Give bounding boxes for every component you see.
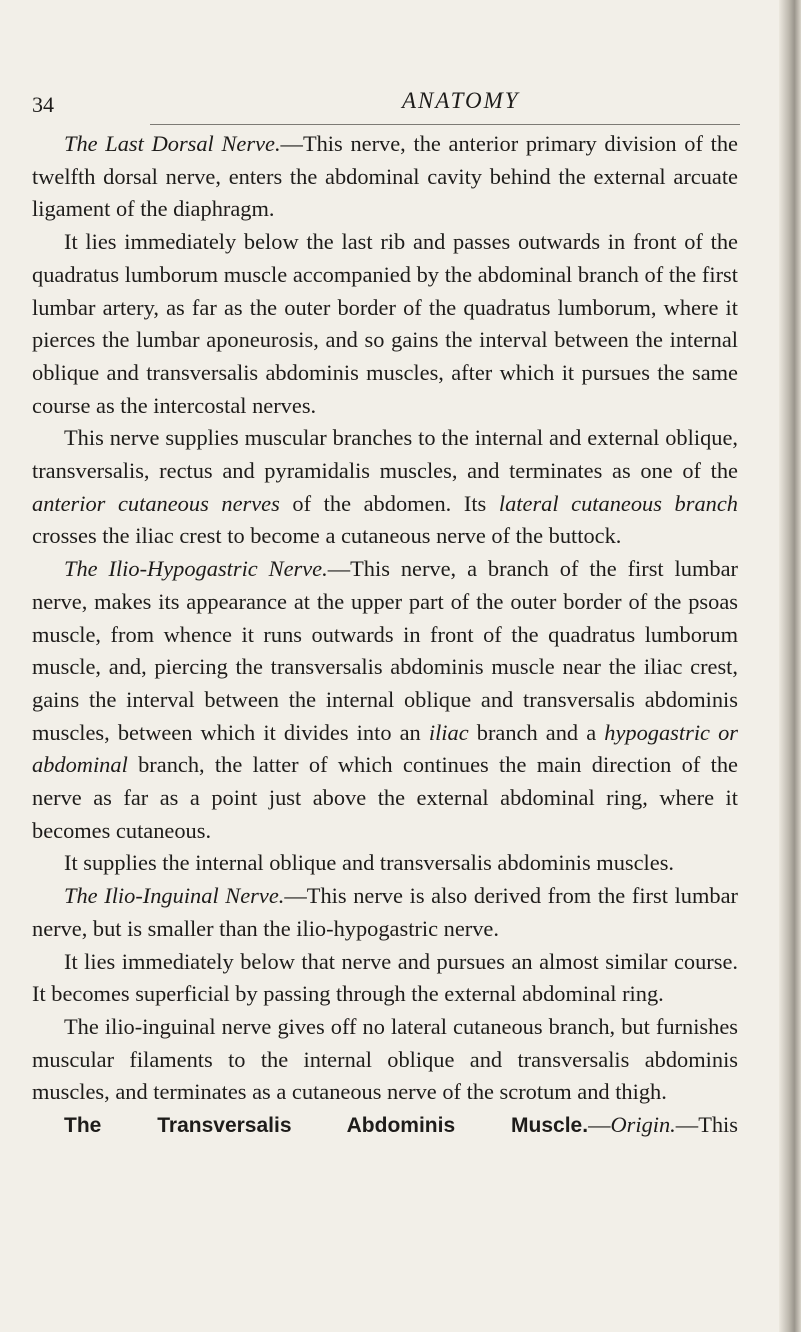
section-title: The Last Dorsal Nerve. [64,131,281,156]
section-title: The Ilio-Inguinal Nerve. [64,883,285,909]
paragraph: It lies immediately below the last rib and passes outwards in front of the quadratus lumborum muscle accompanied by the abdominal branch of the first lumbar artery, as far as the outer border of the quadratus lumborum, where it pierces the lumbar aponeurosis, and so gains the interval between the internal oblique and transversalis abdominis muscles, after which it pursues the same course as the intercostal nerves. [32,229,738,418]
paragraph: It supplies the internal oblique and transversalis abdominis muscles. [64,850,675,876]
section-heading: The Transversalis Abdominis Muscle. [64,1114,589,1138]
subheading: Origin. [610,1112,676,1138]
body-text [32,128,738,1143]
page-number: 34 [32,92,54,117]
section-title: The Ilio-Hypogastric Nerve. [64,556,328,582]
paragraph: It lies immediately below that nerve and pursues an almost similar course. It becomes superficial by passing through the external abdominal ring. [32,948,738,1007]
paragraph: The ilio-inguinal nerve gives off no lateral cutaneous branch, but furnishes muscular filaments to the internal oblique and transversalis abdominis muscles, and terminates as a cutaneous nerve of the scrotum and thigh. [32,1013,738,1105]
page-header [32,84,762,124]
paragraph-transversalis-abdominis: The Transversalis Abdominis Muscle.—Origin.—This [64,1112,738,1138]
paragraph-last-dorsal-nerve: The Last Dorsal Nerve.—This nerve, the anterior primary division of the twelfth dorsal nerve, enters the abdominal cavity behind the external arcuate ligament of the diaphragm. [32,131,738,222]
paragraph-ilio-inguinal-nerve: The Ilio-Inguinal Nerve.—This nerve is also derived from the first lumbar nerve, but is smaller than the ilio-hypogastric nerve. [32,883,738,941]
paragraph: This nerve supplies muscular branches to the internal and external oblique, transversalis, rectus and pyramidalis muscles, and terminates as one of the anterior cutaneous nerves of the abdomen. Its lateral cutaneous branch crosses the iliac crest to become a cutaneous nerve of the buttock. [32,425,738,549]
page-edge-shadow [779,0,801,1332]
paragraph-ilio-hypogastric-nerve: The Ilio-Hypogastric Nerve.—This nerve, a branch of the first lumbar nerve, makes its appearance at the upper part of the outer border of the psoas muscle, from whence it runs outwards in front of the quadratus lumborum muscle, and, piercing the transversalis abdominis muscle near the iliac crest, gains the interval between the internal oblique and transversalis abdominis muscles, between which it divides into an iliac branch and a hypogastric or abdominal branch, the latter of which continues the main direction of the nerve as far as a point just above the external abdominal ring, where it becomes cutaneous. [32,556,738,843]
header-rule [150,124,740,125]
running-head: ANATOMY [402,88,520,113]
